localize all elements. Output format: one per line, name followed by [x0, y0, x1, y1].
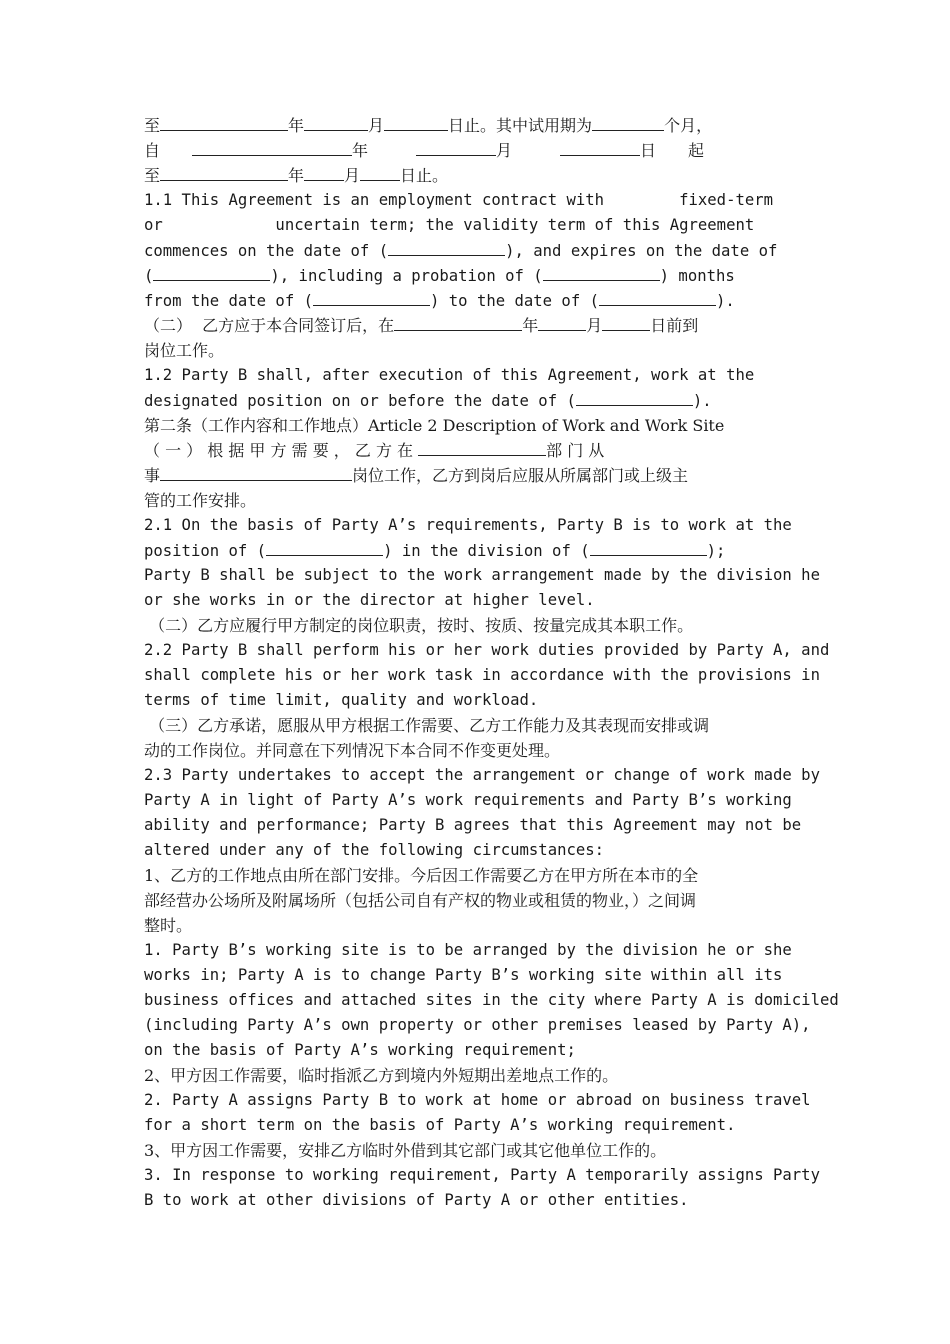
fill-in-blank [153, 263, 270, 281]
fill-in-blank [543, 263, 660, 281]
text-line-26: 动的工作岗位。并同意在下列情况下本合同不作变更处理。 [144, 741, 561, 760]
fill-in-blank [384, 113, 448, 131]
fill-in-blank [160, 113, 288, 131]
text-line-31: 1、乙方的工作地点由所在部门安排。今后因工作需要乙方在甲方所在本市的全 [144, 866, 699, 885]
text-line-39: 2、甲方因工作需要，临时指派乙方到境内外短期出差地点工作的。 [144, 1066, 619, 1085]
fill-in-blank [360, 163, 400, 181]
fill-in-blank [592, 113, 664, 131]
text-line-12: designated position on or before the date of ( ). [144, 388, 806, 413]
text-line-35: works in; Party A is to change Party B’s working site within all its [144, 966, 783, 984]
text-line-20: or she works in or the director at higher level. [144, 591, 595, 609]
text-line-1: 至 年 月 日止。其中试用期为 个月， [144, 113, 806, 138]
text-line-7: ( ), including a probation of ( ) months [144, 263, 806, 288]
text-line-37: (including Party A’s own property or other premises leased by Party A), [144, 1016, 811, 1034]
fill-in-blank [266, 538, 383, 556]
text-line-15: 事 岗位工作，乙方到岗后应服从所属部门或上级主 [144, 463, 806, 488]
text-line-33: 整时。 [144, 916, 193, 935]
text-line-5: or uncertain term; the validity term of this Agreement [144, 216, 755, 234]
fill-in-blank [304, 113, 368, 131]
text-line-4: 1.1 This Agreement is an employment contract with fixed-term [144, 191, 774, 209]
text-line-17: 2.1 On the basis of Party A’s requirements, Party B is to work at the [144, 516, 792, 534]
text-line-8: from the date of ( ) to the date of ( ). [144, 288, 806, 313]
text-line-40: 2. Party A assigns Party B to work at home or abroad on business travel [144, 1091, 811, 1109]
text-line-14: （ 一 ） 根 据 甲 方 需 要 ， 乙 方 在 部 门 从 [144, 438, 806, 463]
fill-in-blank [418, 438, 546, 456]
fill-in-blank [394, 313, 522, 331]
text-line-21: （二）乙方应履行甲方制定的岗位职责，按时、按质、按量完成其本职工作。 [144, 616, 694, 635]
text-line-36: business offices and attached sites in the city where Party A is domiciled [144, 991, 839, 1009]
fill-in-blank [599, 288, 716, 306]
text-line-22: 2.2 Party B shall perform his or her work duties provided by Party A, and [144, 641, 830, 659]
text-line-34: 1. Party B’s working site is to be arranged by the division he or she [144, 941, 792, 959]
fill-in-blank [576, 388, 693, 406]
fill-in-blank [192, 138, 352, 156]
text-line-43: 3. In response to working requirement, Party A temporarily assigns Party [144, 1166, 820, 1184]
text-line-18: position of ( ) in the division of ( ); [144, 538, 806, 563]
text-line-28: Party A in light of Party A’s work requirements and Party B’s working [144, 791, 792, 809]
fill-in-blank [538, 313, 586, 331]
text-line-24: terms of time limit, quality and workload. [144, 691, 539, 709]
fill-in-blank [560, 138, 640, 156]
fill-in-blank [590, 538, 707, 556]
text-line-25: （三）乙方承诺，愿服从甲方根据工作需要、乙方工作能力及其表现而安排或调 [144, 716, 710, 735]
text-line-42: 3、甲方因工作需要，安排乙方临时外借到其它部门或其它他单位工作的。 [144, 1141, 667, 1160]
text-line-10: 岗位工作。 [144, 341, 225, 360]
text-line-2: 自 年 月 日 起 [144, 138, 806, 163]
fill-in-blank [602, 313, 650, 331]
fill-in-blank [313, 288, 430, 306]
text-line-23: shall complete his or her work task in accordance with the provisions in [144, 666, 820, 684]
text-line-27: 2.3 Party undertakes to accept the arrangement or change of work made by [144, 766, 820, 784]
text-line-30: altered under any of the following circumstances: [144, 841, 605, 859]
article-2-heading: 第二条（工作内容和工作地点）Article 2 Description of Work and Work Site [144, 416, 725, 435]
text-line-19: Party B shall be subject to the work arrangement made by the division he [144, 566, 820, 584]
text-line-3: 至 年 月 日止。 [144, 163, 806, 188]
fill-in-blank [304, 163, 344, 181]
fill-in-blank [160, 463, 352, 481]
text-line-41: for a short term on the basis of Party A’s working requirement. [144, 1116, 736, 1134]
text-line-6: commences on the date of ( ), and expires on the date of [144, 238, 806, 263]
fill-in-blank [160, 163, 288, 181]
text-line-16: 管的工作安排。 [144, 491, 257, 510]
text-line-29: ability and performance; Party B agrees that this Agreement may not be [144, 816, 802, 834]
text-line-38: on the basis of Party A’s working requirement; [144, 1041, 576, 1059]
fill-in-blank [416, 138, 496, 156]
text-line-11: 1.2 Party B shall, after execution of this Agreement, work at the [144, 366, 755, 384]
text-line-44: B to work at other divisions of Party A or other entities. [144, 1191, 689, 1209]
text-line-32: 部经营办公场所及附属场所（包括公司自有产权的物业或租赁的物业，）之间调 [144, 891, 697, 910]
fill-in-blank [388, 238, 505, 256]
text-line-9: （二） 乙方应于本合同签订后，在 年 月 日前到 [144, 313, 806, 338]
